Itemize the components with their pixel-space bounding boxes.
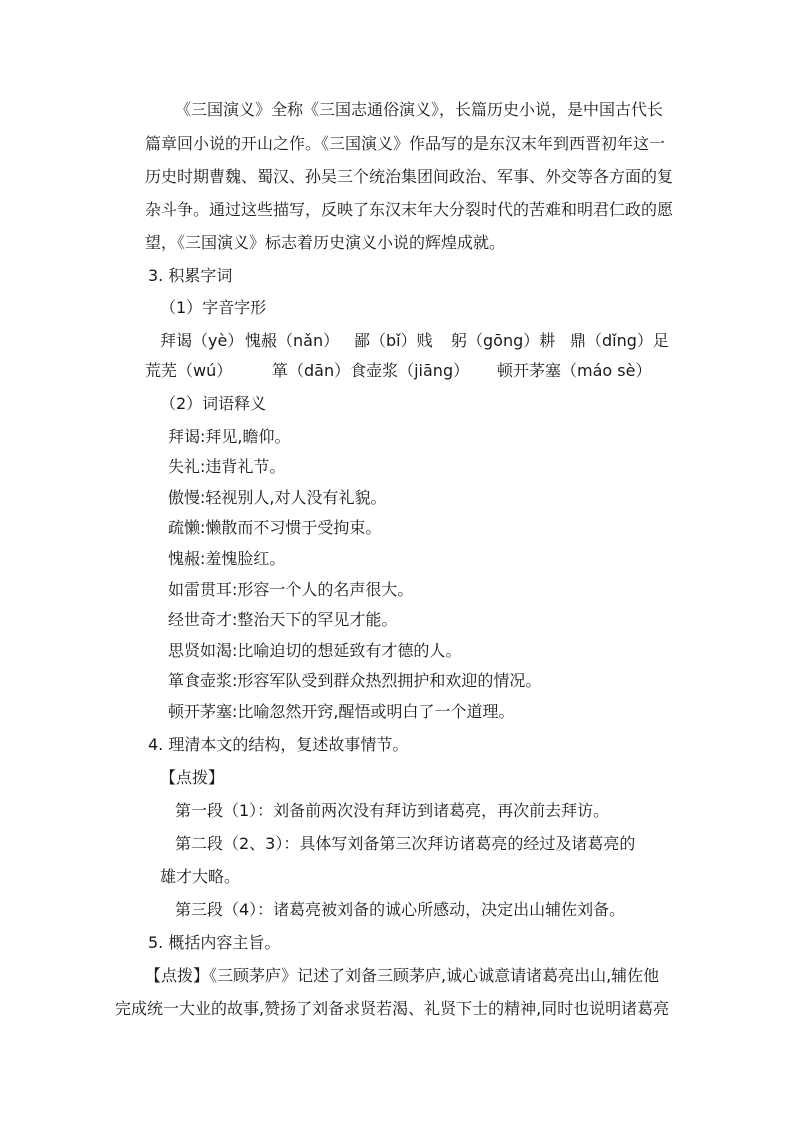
definition-item: 拜谒:拜见,瞻仰。 — [168, 427, 291, 446]
section5-heading: 5. 概括内容主旨。 — [148, 933, 281, 952]
definition-item: 思贤如渴:比喻迫切的想延致有才德的人。 — [168, 641, 462, 660]
definition-item: 如雷贯耳:形容一个人的名声很大。 — [168, 580, 414, 599]
intro-line-4: 杂斗争。通过这些描写，反映了东汉末年大分裂时代的苦难和明君仁政的愿 — [145, 200, 674, 219]
pron-item: 鼎（dǐng）足 — [570, 331, 669, 350]
definition-item: 疏懒:懒散而不习惯于受拘束。 — [168, 518, 382, 537]
pron-item: 拜谒（yè） — [160, 331, 244, 350]
section5-line-2: 完成统一大业的故事,赞扬了刘备求贤若渴、礼贤下士的精神,同时也说明诸葛亮 — [115, 999, 670, 1018]
section3-heading: 3. 积累字词 — [148, 266, 233, 285]
definition-item: 失礼:违背礼节。 — [168, 457, 286, 476]
definition-item: 箪食壶浆:形容军队受到群众热烈拥护和欢迎的情况。 — [168, 671, 542, 690]
pron-item: 愧赧（nǎn） — [245, 331, 340, 350]
section4-para-3: 第三段（4）：诸葛亮被刘备的诚心所感动，决定出山辅佐刘备。 — [175, 900, 626, 919]
section4-para-1: 第一段（1）：刘备前两次没有拜访到诸葛亮，再次前去拜访。 — [175, 801, 610, 820]
pron-item: 顿开茅塞（máo sè） — [497, 361, 652, 380]
pron-item: 箪（dān）食壶浆（jiāng） — [272, 361, 470, 380]
section4-para-2b: 雄才大略。 — [160, 867, 241, 886]
pron-item: 鄙（bǐ）贱 — [354, 331, 433, 350]
definition-item: 顿开茅塞:比喻忽然开窍,醒悟或明白了一个道理。 — [168, 702, 515, 721]
pron-item: 荒芜（wú） — [145, 361, 233, 380]
definition-item: 傲慢:轻视别人,对人没有礼貌。 — [168, 488, 387, 507]
section3-sub2: （2）词语释义 — [160, 394, 267, 413]
definition-item: 经世奇才:整治天下的罕见才能。 — [168, 610, 398, 629]
section4-heading: 4. 理清本文的结构，复述故事情节。 — [148, 735, 409, 754]
intro-line-2: 篇章回小说的开山之作。《三国演义》作品写的是东汉末年到西晋初年这一 — [145, 134, 666, 153]
section5-line-1: 【点拨】《三顾茅庐》记述了刘备三顾茅庐,诚心诚意请诸葛亮出山,辅佐他 — [145, 966, 660, 985]
section4-tip-label: 【点拨】 — [160, 768, 225, 787]
intro-line-1: 《三国演义》全称《三国志通俗演义》，长篇历史小说，是中国古代长 — [175, 100, 664, 119]
definition-item: 愧赧:羞愧脸红。 — [168, 549, 286, 568]
section3-sub1: （1）字音字形 — [160, 298, 267, 317]
intro-line-5: 望，《三国演义》标志着历史演义小说的辉煌成就。 — [145, 233, 506, 252]
pron-item: 躬（gōng）耕 — [451, 331, 556, 350]
section4-para-2a: 第二段（2、3）：具体写刘备第三次拜访诸葛亮的经过及诸葛亮的 — [175, 834, 636, 853]
intro-line-3: 历史时期曹魏、蜀汉、孙吴三个统治集团间政治、军事、外交等各方面的复 — [145, 167, 674, 186]
